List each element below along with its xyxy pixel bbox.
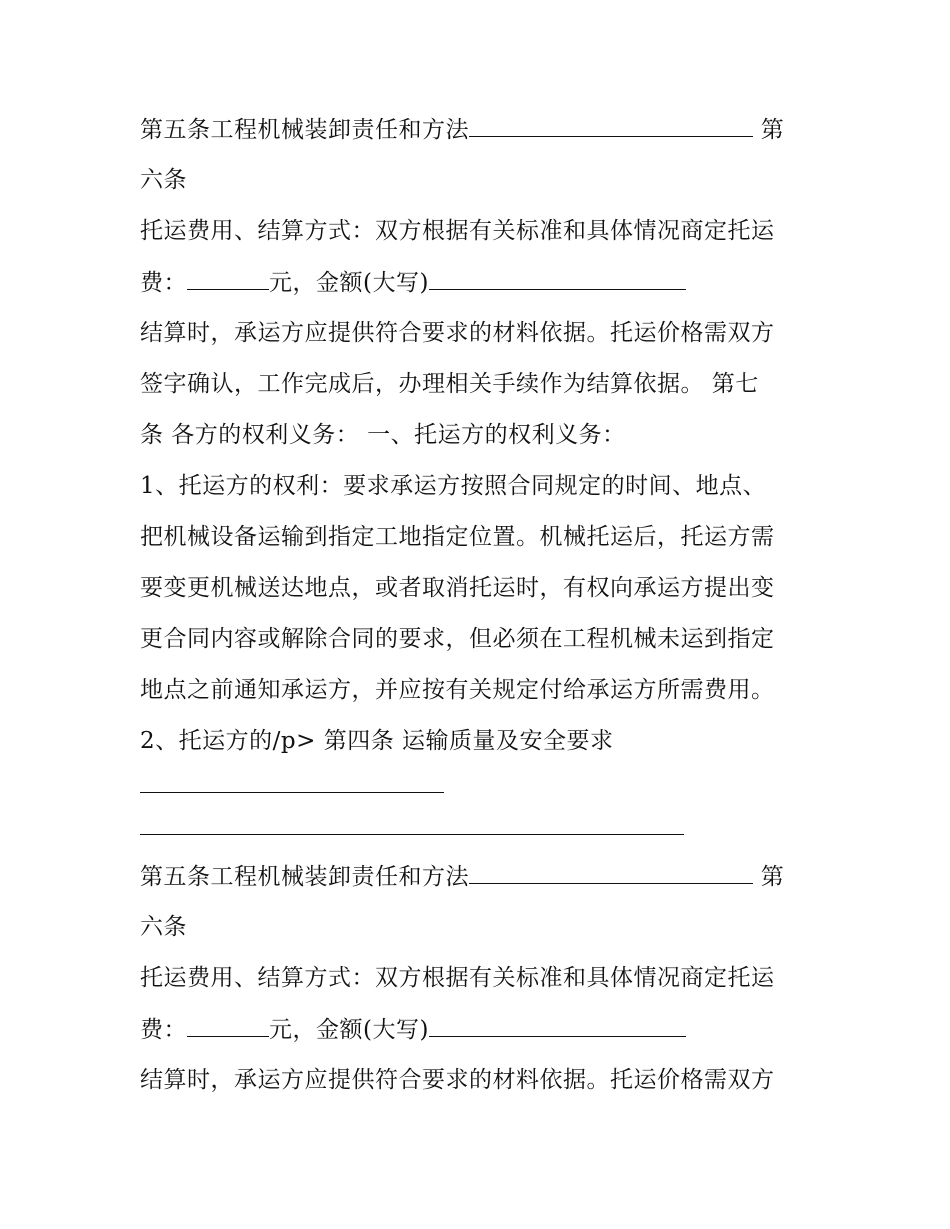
clause-6-continuation: 六条 bbox=[140, 914, 187, 940]
blank-field-fee-amount[interactable] bbox=[187, 1014, 269, 1037]
text-line: 要变更机械送达地点，或者取消托运时，有权向承运方提出变 bbox=[140, 575, 775, 601]
blank-field-amount-uppercase[interactable] bbox=[429, 1014, 686, 1037]
clause-6-start: 第 bbox=[753, 117, 785, 143]
text-line: 条 各方的权利义务： 一、托运方的权利义务： bbox=[140, 422, 626, 448]
text-line: 签字确认，工作完成后，办理相关手续作为结算依据。 第七 bbox=[140, 371, 759, 397]
text-line: 结算时，承运方应提供符合要求的材料依据。托运价格需双方 bbox=[140, 320, 775, 346]
amount-uppercase-label: 元，金额(大写) bbox=[269, 1017, 429, 1043]
fee-line bbox=[140, 1014, 686, 1045]
clause-5-heading bbox=[140, 114, 784, 145]
text-line: 托运费用、结算方式：双方根据有关标准和具体情况商定托运 bbox=[140, 965, 775, 991]
text-line: 把机械设备运输到指定工地指定位置。机械托运后，托运方需 bbox=[140, 524, 775, 550]
blank-field-loading[interactable] bbox=[469, 861, 753, 884]
fee-label: 费： bbox=[140, 270, 187, 296]
blank-field-amount-uppercase[interactable] bbox=[429, 267, 686, 290]
blank-field-fee-amount[interactable] bbox=[187, 267, 269, 290]
blank-field-quality-1[interactable] bbox=[140, 792, 444, 793]
text-line: 2、托运方的/p> 第四条 运输质量及安全要求 bbox=[140, 728, 614, 754]
clause-6-continuation: 六条 bbox=[140, 167, 187, 193]
text-line: 地点之前通知承运方，并应按有关规定付给承运方所需费用。 bbox=[140, 677, 775, 703]
text-line: 托运费用、结算方式：双方根据有关标准和具体情况商定托运 bbox=[140, 218, 775, 244]
clause-6-start: 第 bbox=[753, 864, 785, 890]
amount-uppercase-label: 元，金额(大写) bbox=[269, 270, 429, 296]
fee-line bbox=[140, 267, 686, 298]
text-line: 更合同内容或解除合同的要求，但必须在工程机械未运到指定 bbox=[140, 626, 775, 652]
blank-field-quality-2[interactable] bbox=[140, 834, 684, 835]
text-line: 1、托运方的权利：要求承运方按照合同规定的时间、地点、 bbox=[140, 473, 767, 499]
fee-label: 费： bbox=[140, 1017, 187, 1043]
clause-5-heading bbox=[140, 861, 784, 892]
clause-5-label: 第五条工程机械装卸责任和方法 bbox=[140, 864, 469, 890]
blank-field-loading[interactable] bbox=[469, 114, 753, 137]
clause-5-label: 第五条工程机械装卸责任和方法 bbox=[140, 117, 469, 143]
text-line: 结算时，承运方应提供符合要求的材料依据。托运价格需双方 bbox=[140, 1067, 775, 1093]
